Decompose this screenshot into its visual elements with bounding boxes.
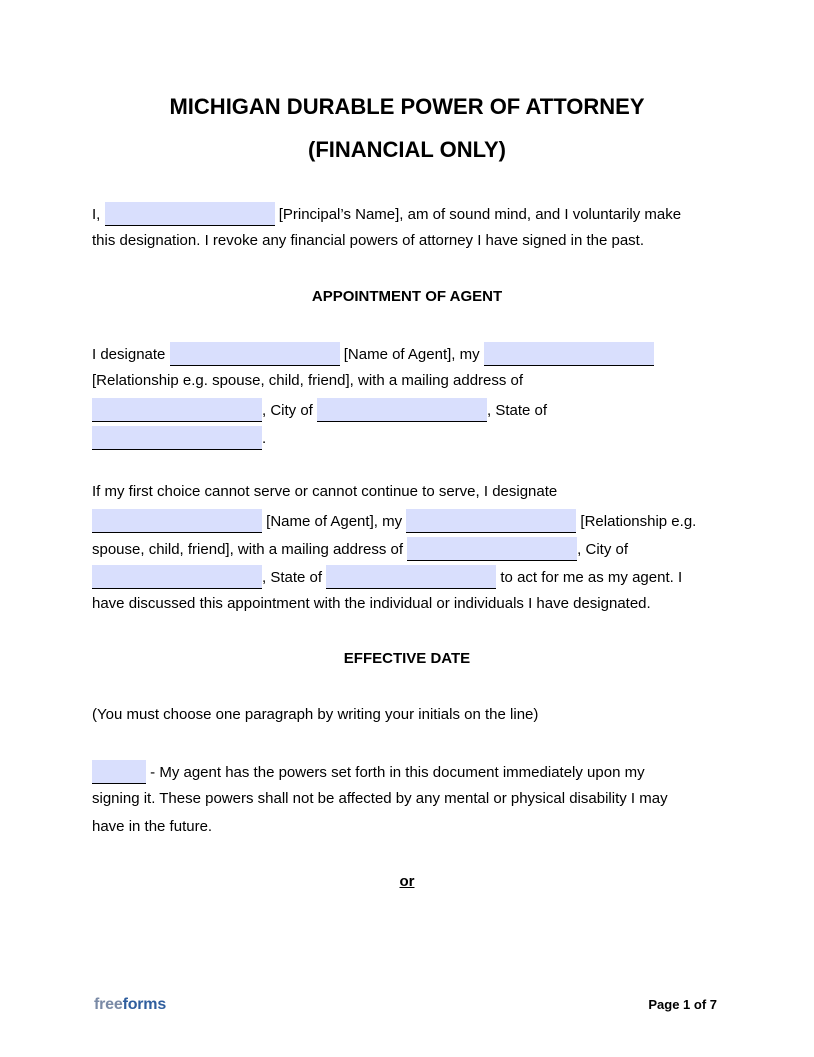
intro-text-1: [Principal’s Name], am of sound mind, and I voluntarily make (278, 206, 682, 223)
logo-free-text: free (94, 996, 123, 1013)
agent-city-field[interactable] (317, 398, 487, 422)
alternate-line-2 (92, 509, 696, 531)
alternate-agent-name-label: [Name of Agent], my (266, 513, 403, 530)
agent-state-field[interactable] (92, 426, 262, 450)
appointment-line-2: [Relationship e.g. spouse, child, friend], with a mailing address of (92, 372, 524, 389)
agent-name-field[interactable] (170, 342, 340, 366)
option-1-line-2: signing it. These powers shall not be affected by any mental or physical disability I may (92, 790, 668, 807)
alternate-relationship-label: [Relationship e.g. (580, 513, 697, 530)
alternate-address-label: spouse, child, friend], with a mailing address of (92, 541, 403, 558)
appointment-line-4 (92, 426, 266, 448)
alternate-state-label: , State of (262, 569, 323, 586)
freeforms-logo (94, 996, 166, 1014)
page-number: Page 1 of 7 (648, 997, 717, 1012)
alternate-city-label: , City of (577, 541, 629, 558)
initials-field-immediate[interactable] (92, 760, 146, 784)
intro-line-1 (92, 202, 681, 224)
alternate-line-1: If my first choice cannot serve or cannot continue to serve, I designate (92, 483, 558, 500)
city-label: , City of (262, 402, 313, 419)
period: . (262, 430, 267, 447)
alternate-line-5: have discussed this appointment with the individual or individuals I have designated. (92, 595, 651, 612)
designate-text: I designate (92, 346, 166, 363)
intro-line-2: this designation. I revoke any financial powers of attorney I have signed in the past. (92, 232, 644, 249)
or-separator: or (399, 873, 415, 890)
intro-prefix: I, (92, 206, 101, 223)
document-subtitle: (FINANCIAL ONLY) (308, 137, 506, 162)
alternate-city-field[interactable] (92, 565, 262, 589)
effective-instruction: (You must choose one paragraph by writing your initials on the line) (92, 706, 539, 723)
logo-forms-text: forms (122, 996, 167, 1013)
document-title: MICHIGAN DURABLE POWER OF ATTORNEY (169, 94, 645, 119)
alternate-line-3 (92, 537, 628, 559)
effective-date-heading: EFFECTIVE DATE (343, 650, 471, 667)
appointment-line-1 (92, 342, 654, 364)
alternate-act-text: to act for me as my agent. I (500, 569, 683, 586)
option-1-line-3: have in the future. (92, 818, 213, 835)
alternate-agent-name-field[interactable] (92, 509, 262, 533)
state-label: , State of (487, 402, 548, 419)
agent-address-field[interactable] (92, 398, 262, 422)
principal-name-field[interactable] (105, 202, 275, 226)
alternate-state-field[interactable] (326, 565, 496, 589)
option-1-text-1: - My agent has the powers set forth in this document immediately upon my (150, 764, 645, 781)
alternate-relationship-field[interactable] (406, 509, 576, 533)
alternate-line-4 (92, 565, 682, 587)
appointment-line-3 (92, 398, 547, 420)
agent-relationship-field[interactable] (484, 342, 654, 366)
appointment-heading: APPOINTMENT OF AGENT (311, 288, 503, 305)
agent-name-label: [Name of Agent], my (343, 346, 480, 363)
alternate-address-field[interactable] (407, 537, 577, 561)
option-1-line-1 (92, 760, 645, 782)
